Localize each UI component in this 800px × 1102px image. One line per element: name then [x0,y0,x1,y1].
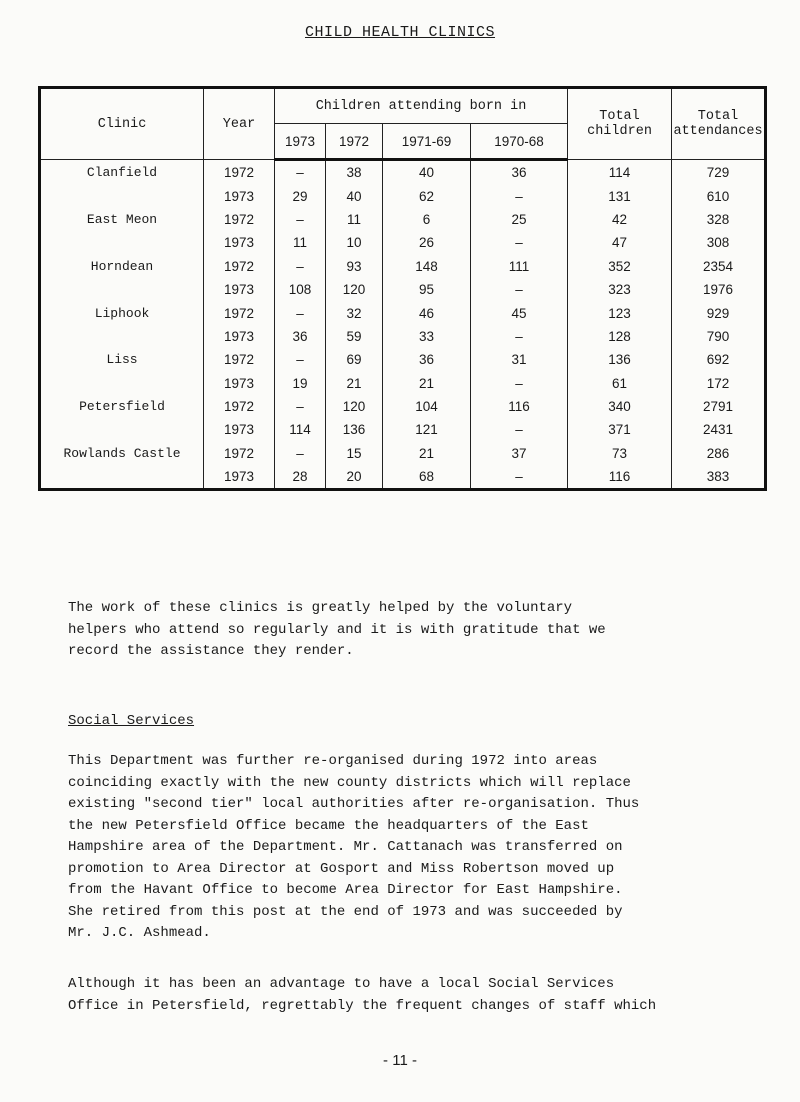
table-row [40,255,766,278]
cell-born-1973: – [275,348,326,371]
cell-born-1970-68: – [471,278,568,301]
cell-total-children: 136 [568,348,672,371]
cell-born-1970-68: – [471,325,568,348]
cell-born-1972: 20 [326,465,383,490]
section-heading-social-services: Social Services [68,713,195,729]
table-row [40,231,766,254]
table-row [40,184,766,207]
cell-born-1971-69: 26 [383,231,471,254]
cell-born-1973: – [275,442,326,465]
cell-born-1971-69: 36 [383,348,471,371]
cell-total-children: 340 [568,395,672,418]
paragraph-local-office: Although it has been an advantage to have a local Social Services Office in Petersfield, regrettably the frequent changes of staff which [68,976,657,1014]
cell-clinic: Clanfield [40,160,204,185]
table-row [40,348,766,371]
cell-year: 1973 [204,184,275,207]
cell-born-1970-68: 25 [471,208,568,231]
cell-total-children: 371 [568,418,672,441]
cell-born-1972: 11 [326,208,383,231]
cell-born-1971-69: 104 [383,395,471,418]
cell-born-1972: 69 [326,348,383,371]
table-row [40,160,766,185]
cell-clinic: East Meon [40,208,204,231]
cell-total-children: 116 [568,465,672,490]
cell-born-1973: 29 [275,184,326,207]
cell-total-children: 47 [568,231,672,254]
cell-total-attendances: 2431 [672,418,766,441]
cell-born-1970-68: 36 [471,160,568,185]
header-born-1972: 1972 [326,124,383,160]
cell-born-1972: 21 [326,372,383,395]
cell-total-attendances: 729 [672,160,766,185]
cell-total-attendances: 308 [672,231,766,254]
cell-born-1971-69: 68 [383,465,471,490]
cell-total-attendances: 929 [672,301,766,324]
cell-total-children: 131 [568,184,672,207]
table-row [40,278,766,301]
cell-total-attendances: 1976 [672,278,766,301]
cell-born-1972: 40 [326,184,383,207]
cell-born-1971-69: 121 [383,418,471,441]
table-row [40,372,766,395]
cell-born-1970-68: 31 [471,348,568,371]
cell-clinic: Liphook [40,301,204,324]
cell-year: 1973 [204,325,275,348]
cell-born-1973: 19 [275,372,326,395]
cell-born-1973: – [275,395,326,418]
cell-born-1972: 32 [326,301,383,324]
header-clinic: Clinic [40,88,204,160]
cell-total-attendances: 790 [672,325,766,348]
header-year: Year [204,88,275,160]
cell-clinic [40,325,204,348]
cell-total-children: 123 [568,301,672,324]
cell-year: 1972 [204,442,275,465]
cell-born-1970-68: 116 [471,395,568,418]
cell-total-attendances: 172 [672,372,766,395]
cell-year: 1972 [204,208,275,231]
table-row [40,395,766,418]
cell-born-1972: 38 [326,160,383,185]
cell-born-1971-69: 62 [383,184,471,207]
header-children-attending: Children attending born in [275,88,568,124]
paragraph-voluntary-helpers: The work of these clinics is greatly helped by the voluntary helpers who attend so regularly and it is with gratitude that we record the assistance they render. [68,600,606,659]
cell-born-1973: 114 [275,418,326,441]
cell-total-children: 114 [568,160,672,185]
cell-year: 1972 [204,395,275,418]
cell-total-children: 128 [568,325,672,348]
cell-clinic [40,184,204,207]
cell-total-attendances: 2354 [672,255,766,278]
page-title: CHILD HEALTH CLINICS [304,24,496,41]
header-total-attendances: Total attendances [672,88,766,160]
cell-born-1972: 120 [326,278,383,301]
cell-born-1970-68: – [471,418,568,441]
cell-clinic [40,278,204,301]
cell-total-children: 323 [568,278,672,301]
cell-total-attendances: 2791 [672,395,766,418]
header-born-1970-68: 1970-68 [471,124,568,160]
cell-year: 1972 [204,160,275,185]
cell-total-children: 42 [568,208,672,231]
cell-clinic: Petersfield [40,395,204,418]
cell-born-1973: – [275,255,326,278]
page-number: - 11 - [383,1052,417,1069]
cell-total-attendances: 692 [672,348,766,371]
table-row [40,442,766,465]
cell-born-1970-68: – [471,372,568,395]
cell-born-1973: 108 [275,278,326,301]
table-row [40,301,766,324]
table-row [40,208,766,231]
cell-born-1971-69: 148 [383,255,471,278]
cell-born-1970-68: 111 [471,255,568,278]
cell-born-1971-69: 21 [383,372,471,395]
cell-total-attendances: 610 [672,184,766,207]
paragraph-reorganisation: This Department was further re-organised during 1972 into areas coinciding exactly with the new county districts which will replace existing "second tier" local authorities after re-organisation. Thus the new Petersfield Office became the headquarters of the East Hampshire area of the Department. Mr. Cattanach was transferred on promotion to Area Director at Gosport and Miss Robertson moved up from the Havant Office to become Area Director for East Hampshire. She retired from this post at the end of 1973 and was succeeded by Mr. J.C. Ashmead. [68,753,640,941]
header-born-1973: 1973 [275,124,326,160]
cell-born-1972: 120 [326,395,383,418]
cell-born-1970-68: – [471,184,568,207]
cell-born-1970-68: – [471,465,568,490]
cell-born-1971-69: 40 [383,160,471,185]
header-total-children: Total children [568,88,672,160]
cell-born-1971-69: 46 [383,301,471,324]
cell-clinic [40,418,204,441]
cell-born-1972: 10 [326,231,383,254]
cell-year: 1973 [204,418,275,441]
cell-born-1971-69: 33 [383,325,471,348]
cell-clinic: Rowlands Castle [40,442,204,465]
cell-total-children: 73 [568,442,672,465]
cell-born-1970-68: 45 [471,301,568,324]
cell-born-1973: – [275,208,326,231]
cell-total-attendances: 383 [672,465,766,490]
cell-clinic: Horndean [40,255,204,278]
cell-total-attendances: 328 [672,208,766,231]
cell-born-1973: – [275,301,326,324]
cell-clinic: Liss [40,348,204,371]
cell-clinic [40,372,204,395]
table-row [40,325,766,348]
cell-clinic [40,231,204,254]
header-born-1971-69: 1971-69 [383,124,471,160]
cell-born-1970-68: 37 [471,442,568,465]
cell-born-1972: 15 [326,442,383,465]
cell-total-children: 61 [568,372,672,395]
cell-born-1971-69: 95 [383,278,471,301]
cell-year: 1973 [204,231,275,254]
cell-year: 1973 [204,372,275,395]
cell-born-1973: 11 [275,231,326,254]
cell-born-1970-68: – [471,231,568,254]
cell-year: 1973 [204,278,275,301]
cell-born-1971-69: 6 [383,208,471,231]
cell-year: 1972 [204,255,275,278]
cell-born-1971-69: 21 [383,442,471,465]
cell-year: 1973 [204,465,275,490]
cell-clinic [40,465,204,490]
cell-born-1973: – [275,160,326,185]
table-row [40,418,766,441]
cell-born-1973: 36 [275,325,326,348]
cell-year: 1972 [204,348,275,371]
cell-year: 1972 [204,301,275,324]
cell-born-1972: 93 [326,255,383,278]
cell-born-1973: 28 [275,465,326,490]
cell-total-children: 352 [568,255,672,278]
table-row [40,465,766,490]
cell-born-1972: 59 [326,325,383,348]
cell-total-attendances: 286 [672,442,766,465]
clinic-attendance-table [38,86,767,491]
cell-born-1972: 136 [326,418,383,441]
